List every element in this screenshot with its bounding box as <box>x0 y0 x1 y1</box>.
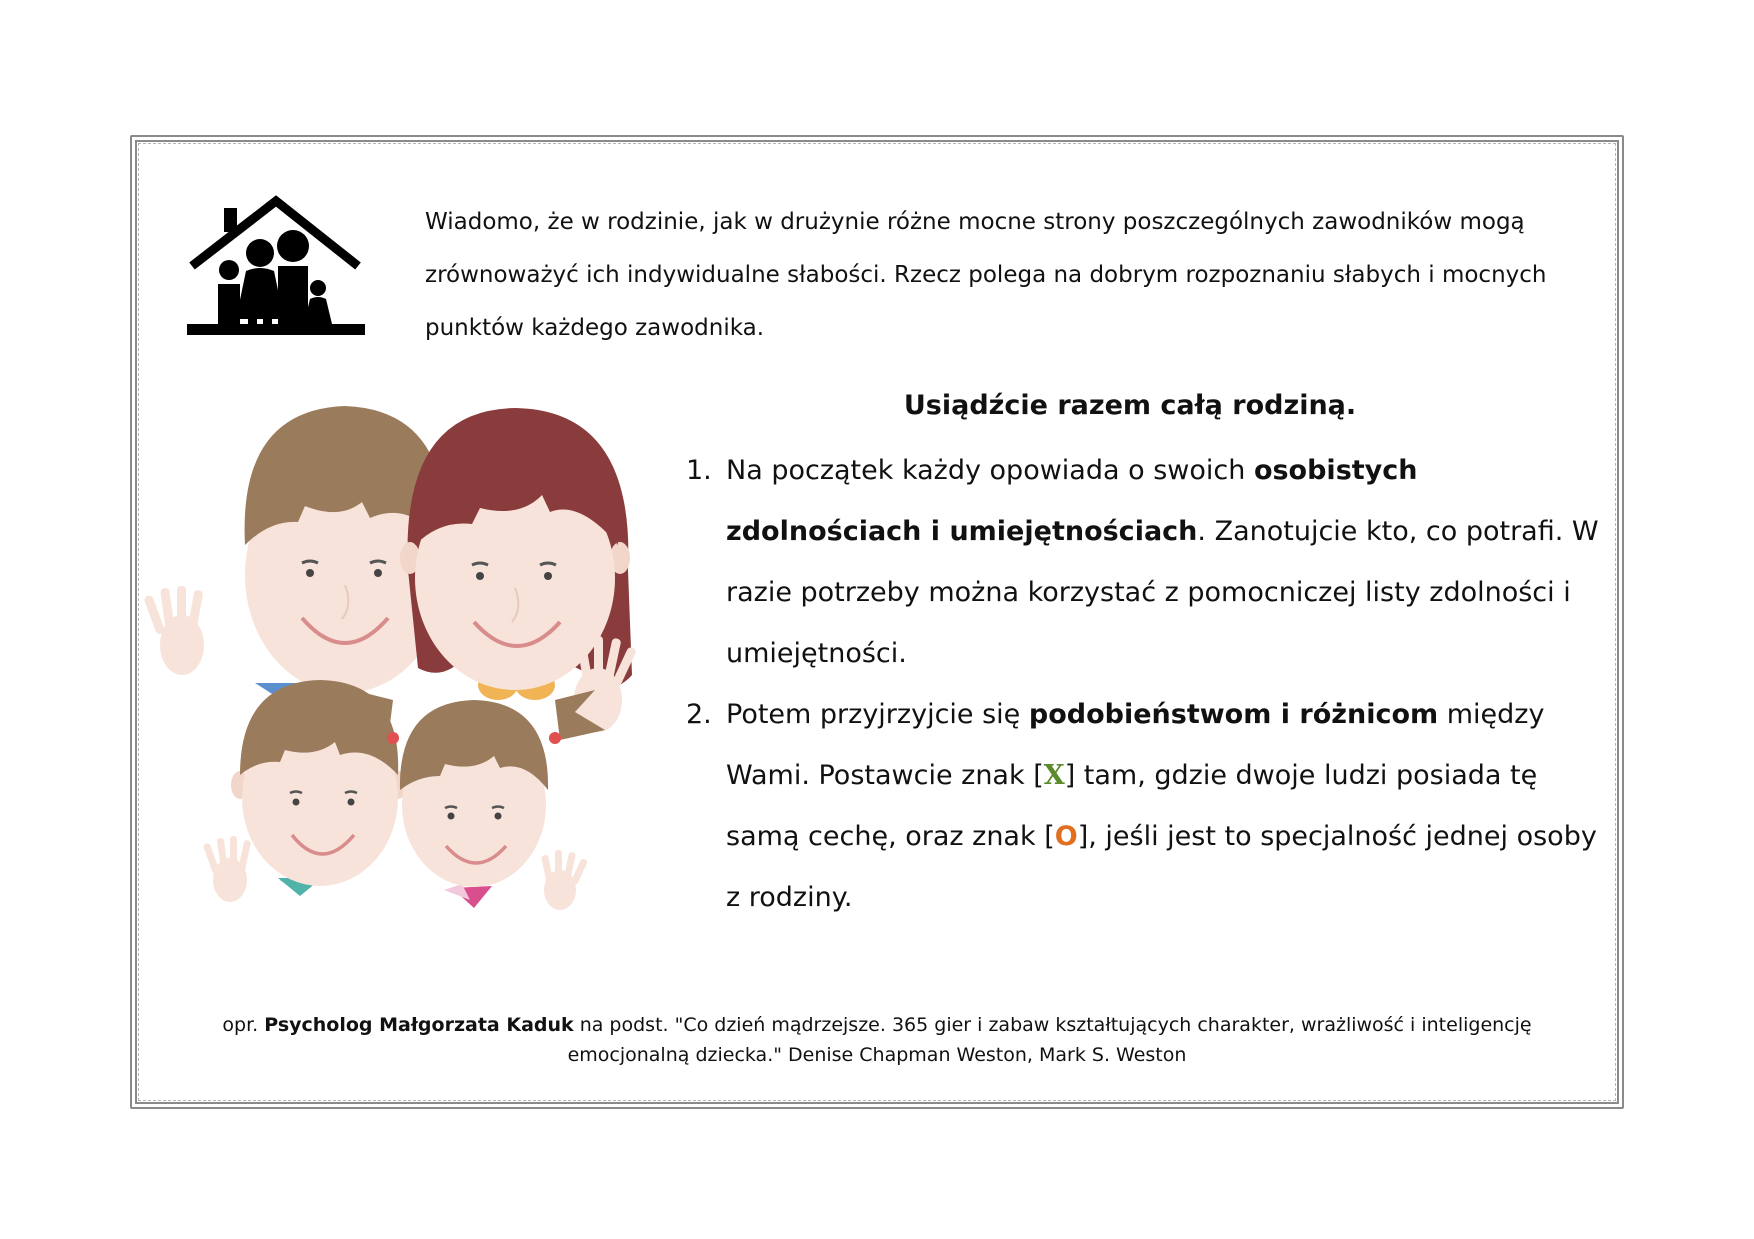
step-text: . Zanotujcie kto, co potrafi. W razie potrzeby można korzystać z pomocniczej listy zdolności i umiejętności. <box>726 516 1599 669</box>
step-text: ], jeśli jest to specjalność jednej osoby z rodziny. <box>726 821 1597 913</box>
step-text: Na początek każdy opowiada o swoich <box>726 455 1254 486</box>
step-bold-text: osobistych zdolnościach i umiejętnościach <box>726 455 1418 547</box>
step-item <box>686 440 1606 684</box>
step-text: Potem przyjrzyjcie się <box>726 699 1029 730</box>
mark-x: X <box>1043 760 1065 791</box>
step-text: między Wami. Postawcie znak [ <box>726 699 1545 791</box>
footer-author: Psycholog Małgorzata Kaduk <box>264 1014 574 1036</box>
footer-credit <box>200 1010 1554 1070</box>
footer-source: na podst. "Co dzień mądrzejsze. 365 gier i zabaw kształtujących charakter, wrażliwość i inteligencję emocjonalną dziecka." Denise Chapman Weston, Mark S. Weston <box>567 1014 1532 1066</box>
steps-list <box>686 440 1606 928</box>
section-heading: Usiądźcie razem całą rodziną. <box>903 390 1357 421</box>
step-number: 1. <box>686 455 712 486</box>
step-bold-text: podobieństwom i różnicom <box>1028 699 1439 730</box>
intro-paragraph: Wiadomo, że w rodzinie, jak w drużynie różne mocne strony poszczególnych zawodników mogą zrównoważyć ich indywidualne słabości. Rzecz polega na dobrym rozpoznaniu słabych i mocnych punktów każdego zawodnika. <box>425 209 1547 341</box>
family-faces-illustration <box>140 400 660 920</box>
step-text: ] tam, gdzie dwoje ludzi posiada tę samą cechę, oraz znak [ <box>726 760 1538 852</box>
footer-prefix: opr. <box>222 1014 265 1036</box>
mark-o: O <box>1054 821 1078 852</box>
step-number: 2. <box>686 699 712 730</box>
house-family-icon <box>186 193 366 343</box>
step-item <box>686 684 1606 928</box>
